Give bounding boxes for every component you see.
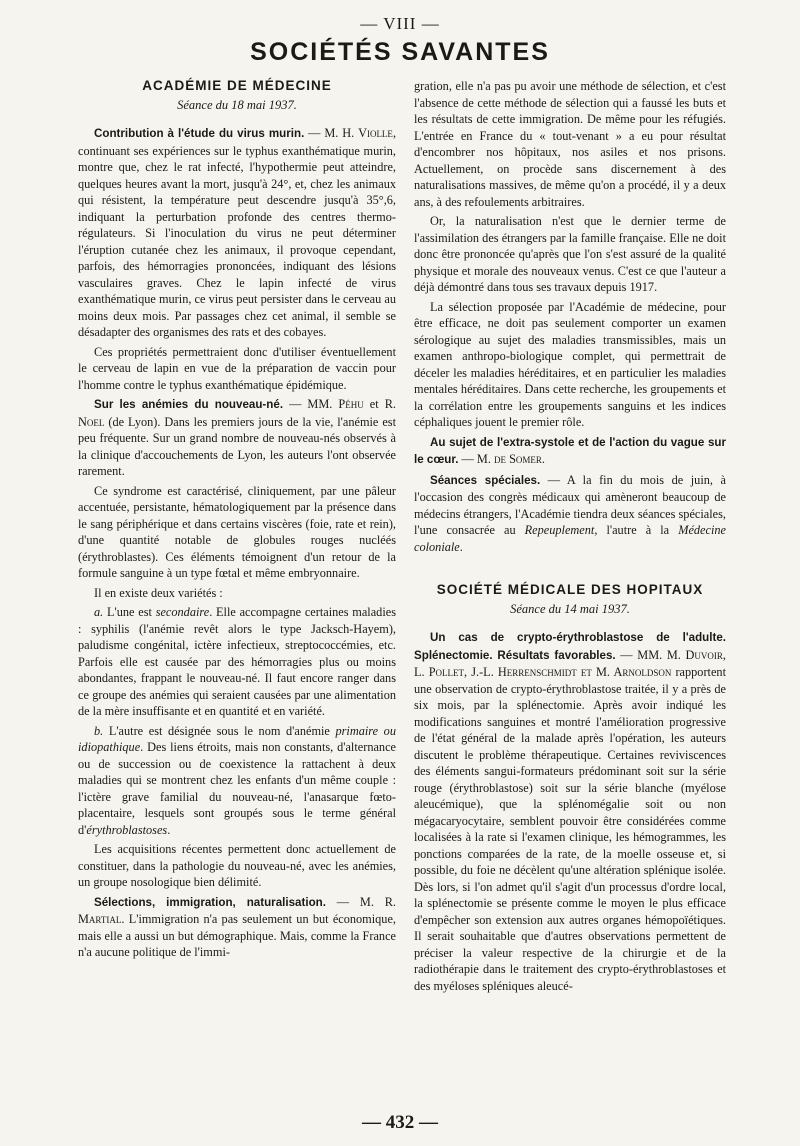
left-column — [78, 70, 396, 1096]
article-crypto-erythroblastose: Un cas de crypto-érythroblastose de l'adulte. Splénectomie. Résultats favorables. — MM. M. Duvoir, L. Pollet, J.-L. Herrenschmidt et M. Arnoldson rapportent une observation de crypto-érythroblastose traitée, il y a près de six mois, par la splénectomie. Après avoir indiqué les modifications sanguines et montré l'amélioration progressive de l'état général de la malade après l'opération, les auteurs discutent le problème thérapeutique. Certaines reviviscences des éléments sangui-formateurs prédominant soit sur la série rouge (érythroblastose) soit sur la série blanche (myélose aleucémique), que la splénomégalie soit ou non mégacaryocytaire, semblent pouvoir être considérées comme localisées à la rate si l'examen clinique, les hémogrammes, les ponctions comparées de la rate, de la moelle osseuse et, si possible, du foie ne décèlent qu'une altération splénique isolée. Dès lors, si l'on admet qu'il s'agit d'un processus d'ordre local, la splénectomie se présente comme le moyen le plus efficace d'empêcher son extension aux autres organes hémopoïétiques. Il serait souhaitable que d'autres observations permettent de préciser la valeur respective de la chirurgie et de la radiothérapie dans le traitement des crypto-érythroblastoses et des myéloses spléniques aleucé- — [414, 631, 726, 993]
article-selections: Sélections, immigration, naturalisation. — M. R. Martial. L'immigration n'a pas seulement un but économique, mais elle a aussi un but démographique. Mais, comme la France n'a aucune politique de l'immi- — [78, 894, 396, 959]
paragraph: Ces propriétés permettraient donc d'utiliser éventuellement le cerveau de lapin en vue de la préparation de vaccin pour l'homme contre le typhus exanthématique épidémique. — [78, 344, 396, 392]
paragraph-variety-a: a. L'une est secondaire. Elle accompagne certaines maladies : syphilis (l'anémie revêt alors le type Jacksch-Hayem), paludisme congénital, ictère infectieux, streptococcémies, etc. Parfois elle est causée par des hémorragies plus ou moins abondantes, frappant le nouveau-né. Il faut encore ranger dans ce groupe des anémies qui seraient causées par une alimentation de la mère insuffisante et en quantité et en variété. — [78, 605, 396, 718]
page-number: — 432 — — [362, 1112, 438, 1133]
author-name: de Somer — [494, 452, 542, 466]
article-virus-murin: Contribution à l'étude du virus murin. — M. H. Violle, continuant ses expériences sur le typhus exanthématique murin, montre que, chez le rat infecté, l'hypothermie peut atteindre, quelques heures avant la mort, jusqu'à 24°, et, chez les animaux qui résistent, la température peut descendre jusqu'à 35°,6, indiquant la perturbation profonde des centres thermo-régulateurs. Si l'inoculation du virus ne peut déterminer l'éruption cutanée chez les animaux, il provoque cependant, parfois, des hémorragies prononcées, indiquant des lésions vasculaires graves. Chez le lapin infecté de virus exanthématique murin, ce virus peut persister dans le cerveau au moins deux mois. Par passages chez cet animal, il semble se désadapter des organismes des rats et des cobayes. — [78, 126, 396, 339]
article-title: Contribution à l'étude du virus murin. — [94, 127, 305, 140]
paragraph: Ce syndrome est caractérisé, cliniquement, par une pâleur accentuée, persistante, hématologiquement par la présence dans le sang périphérique et dans certains viscères (foie, rate et rein), d'une quantité notable de globules rouges nucléés (érythroblastes). Ces éléments témoignent d'un retour de la formule sanguine à un type fœtal et même embryonnaire. — [78, 483, 396, 580]
article-title: Sélections, immigration, naturalisation. — [94, 895, 326, 909]
author-names: Duvoir, L. Pollet, J.-L. Herrenschmidt et M. Arnoldson — [414, 647, 726, 679]
paragraph: La sélection proposée par l'Académie de médecine, pour être efficace, ne doit pas seulement comporter un examen sérologique au sujet des maladies transmissibles, mais un examen anthropo-biologique complet, qui permettrait de déceler les maladies héréditaires, et en particulier les maladies mentales héréditaires. Dans cette recherche, les groupements et la corrélation entre les groupements sanguins et les indices céphaliques jouent le premier rôle. — [414, 299, 726, 429]
article-title: Sur les anémies du nouveau-né. — [94, 398, 284, 411]
author-name: Martial — [78, 912, 122, 926]
article-extra-systole: Au sujet de l'extra-systole et de l'action du vague sur le cœur. — M. de Somer. — [414, 435, 726, 466]
paragraph: Or, la naturalisation n'est que le dernier terme de l'assimilation des étrangers par la famille française. Elle ne doit donc être prononcée qu'après que l'on s'est assuré de la qualité physique et morale des nouveaux venus. C'est ce que l'auteur a déjà démontré dans tous ses travaux depuis 1917. — [414, 214, 726, 294]
right-column — [414, 78, 726, 1096]
article-title: Un cas de crypto-érythroblastose de l'adulte. Splénectomie. Résultats favorables. — [414, 631, 726, 662]
article-seances-speciales: Séances spéciales. — A la fin du mois de juin, à l'occasion des congrès médicaux qui amèneront beaucoup de médecins étrangers, l'Académie tiendra deux séances spéciales, l'une consacrée au Repeuplement, l'autre à la Médecine coloniale. — [414, 472, 726, 554]
section-heading-academie: ACADÉMIE DE MÉDECINE — [142, 78, 332, 93]
author-name: Noel — [78, 414, 105, 429]
author-name: Péhu — [338, 397, 364, 411]
paragraph: Les acquisitions récentes permettent donc actuellement de constituer, dans la pathologie du nouveau-né, avec les anémies, un groupe nosologique bien délimité. — [78, 842, 396, 889]
paragraph-variety-b: b. L'autre est désignée sous le nom d'anémie primaire ou idiopathique. Des liens étroits, mais non constants, d'alternance ou de succession ou de coexistence la rattachent à deux maladies qui se montrent chez les enfants d'un même couple : l'ictère grave familial du nouveau-né, l'anasarque fœto-placentaire, lesquels sont groupés sous le terme général d'érythroblastoses. — [78, 723, 396, 837]
author-name: Violle — [358, 126, 393, 140]
article-title: Séances spéciales. — [430, 473, 541, 487]
page-title: SOCIÉTÉS SAVANTES — [250, 38, 550, 66]
roman-folio: — VIII — — [360, 14, 440, 33]
section-heading-hopitaux: SOCIÉTÉ MÉDICALE DES HOPITAUX — [436, 582, 704, 597]
seance-date: Séance du 18 mai 1937. — [177, 97, 297, 112]
seance-date: Séance du 14 mai 1937. — [510, 601, 630, 616]
article-title: Au sujet de l'extra-systole et de l'action du vague sur le cœur. — [414, 435, 726, 466]
paragraph-continued: gration, elle n'a pas pu avoir une méthode de sélection, et c'est l'absence de cette méthode de sélection qui a faussé les buts et les résultats de cette immigration. De même pour les réfugiés. L'entrée en France du « tout-venant » a eu pour résultat d'encombrer nos hôpitaux, nos asiles et nos prisons. Actuellement, on procède sans discernement à des naturalisations massives, de même qu'on a procédé, il y a deux ans, à des refoulements arbitraires. — [414, 79, 726, 209]
paragraph: Il en existe deux variétés : — [94, 585, 223, 600]
article-anemies: Sur les anémies du nouveau-né. — MM. Péhu et R. Noel (de Lyon). Dans les premiers jours de la vie, l'anémie est peu fréquente. Sur un grand nombre de nouveau-nés observés à la clinique d'accouchements de Lyon, les auteurs l'ont observée rarement. — [78, 397, 396, 478]
